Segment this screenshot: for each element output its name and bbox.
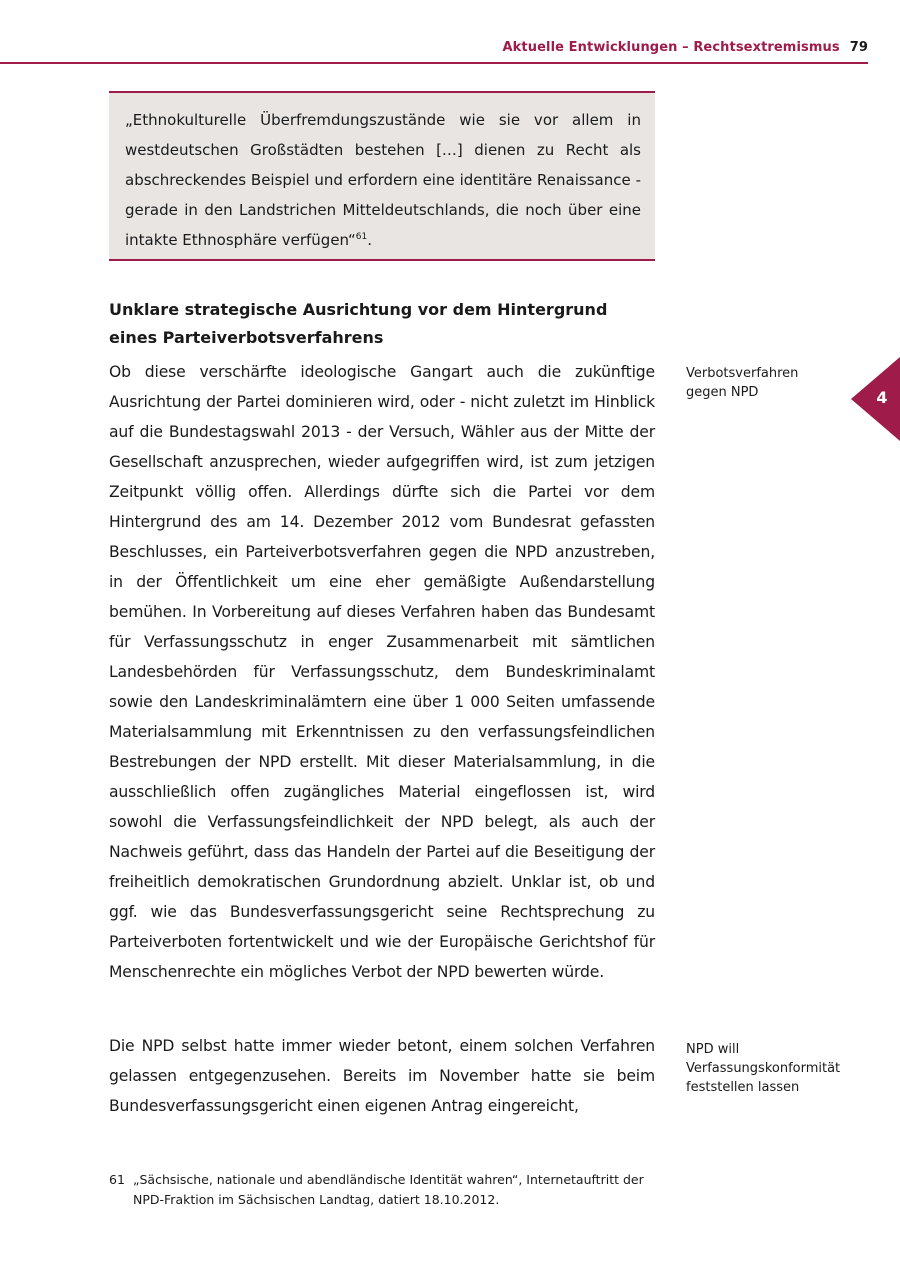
footnote-text: „Sächsische, nationale und abendländische Identität wahren“, Internetauftritt der NPD-Fraktion im Sächsischen Landtag, datiert 18.10.2012. — [133, 1172, 644, 1207]
body-paragraph-1: Ob diese verschärfte ideologische Gangart auch die zukünftige Ausrichtung der Partei dominieren wird, oder - nicht zuletzt im Hinblick auf die Bundestagswahl 2013 - der Versuch, Wähler aus der Mitte der Gesellschaft anzusprechen, wieder aufgegriffen wird, ist zum jetzigen Zeitpunkt völlig offen. Allerdings dürfte sich die Partei vor dem Hintergrund des am 14. Dezember 2012 vom Bundesrat gefassten Beschlusses, ein Parteiverbotsverfahren gegen die NPD anzustreben, in der Öffentlichkeit um eine eher gemäßigte Außendarstellung bemühen. In Vorbereitung auf dieses Verfahren haben das Bundesamt für Verfassungsschutz in enger Zusammenarbeit mit sämtlichen Landesbehörden für Verfassungsschutz, dem Bundeskriminalamt sowie den Landeskriminalämtern eine über 1 000 Seiten umfassende Materialsammlung mit Erkenntnissen zu den verfassungsfeindlichen Bestrebungen der NPD erstellt. Mit dieser Materialsammlung, in die ausschließlich offen zugängliches Material eingeflossen ist, wird sowohl die Verfassungsfeindlichkeit der NPD belegt, als auch der Nachweis geführt, dass das Handeln der Partei auf die Beseitigung der freiheitlich demokratischen Grundordnung abzielt. Unklar ist, ob und ggf. wie das Bundesverfassungsgericht seine Rechtsprechung zu Parteiverboten fortentwickelt und wie der Europäische Gerichtshof für Menschenrechte ein mögliches Verbot der NPD bewerten würde. — [109, 363, 655, 981]
running-header — [0, 40, 868, 62]
margin-note-verfassungskonformitaet: NPD will Verfassungskonformität feststellen lassen — [686, 1042, 841, 1095]
body-paragraph-2: Die NPD selbst hatte immer wieder betont, einem solchen Verfahren gelassen entgegenzusehen. Bereits im November hatte sie beim Bundesverfassungsgericht einen eigenen Antrag eingereicht, — [109, 1037, 655, 1115]
margin-note-verbotsverfahren: Verbotsverfahren gegen NPD — [686, 366, 799, 400]
quote-end: . — [367, 231, 372, 249]
footnote-number: 61 — [109, 1172, 125, 1187]
footnote — [109, 1170, 669, 1210]
chapter-number: 4 — [876, 388, 888, 407]
quote-box — [109, 91, 655, 261]
section-heading: Unklare strategische Ausrichtung vor dem Hintergrund eines Parteiverbotsverfahrens — [109, 300, 608, 347]
quote-text — [125, 105, 641, 255]
running-header-title: Aktuelle Entwicklungen – Rechtsextremismus — [502, 40, 840, 55]
header-rule — [0, 62, 868, 64]
quote-body: „Ethnokulturelle Überfremdungszustände wie sie vor allem in westdeutschen Großstädten bestehen […] dienen zu Recht als abschreckendes Beispiel und erfordern eine identitäre Renaissance - gerade in den Landstrichen Mitteldeutschlands, die noch über eine intakte Ethnosphäre verfügen“ — [125, 111, 641, 249]
footnote-reference[interactable]: 61 — [355, 232, 368, 242]
page-number: 79 — [849, 40, 868, 55]
